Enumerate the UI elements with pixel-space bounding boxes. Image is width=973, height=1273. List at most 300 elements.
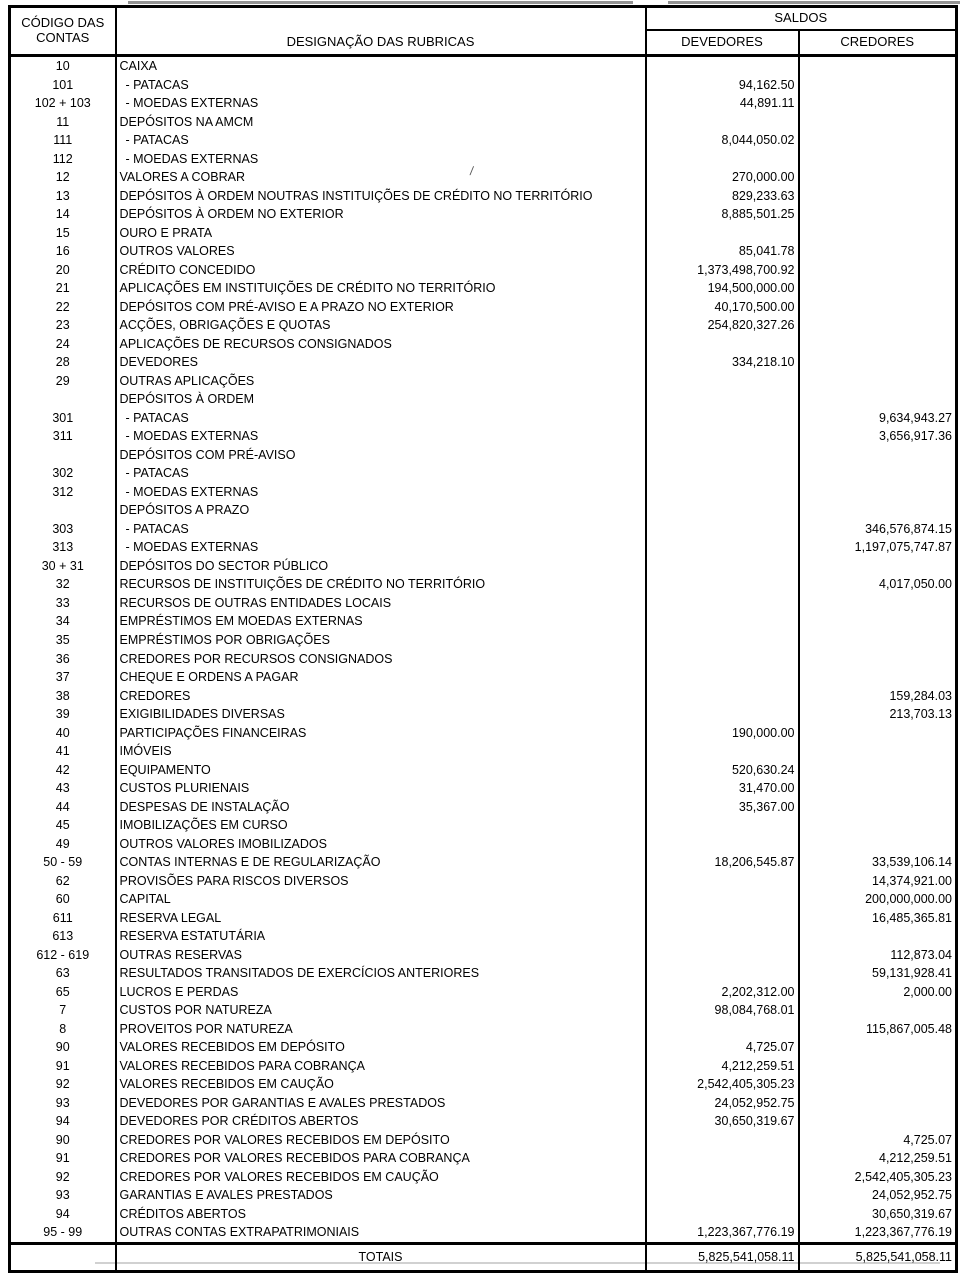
- designation-cell: OUTROS VALORES: [116, 242, 646, 261]
- table-row: [10, 927, 957, 946]
- account-code-cell: 613: [10, 927, 116, 946]
- account-code-cell: 32: [10, 575, 116, 594]
- devedores-cell: 194,500,000.00: [646, 279, 799, 298]
- devedores-cell: [646, 872, 799, 891]
- accounts-balance-table: [8, 5, 958, 1273]
- devedores-cell: [646, 464, 799, 483]
- credores-cell: 115,867,005.48: [866, 1021, 952, 1036]
- header-codigo-line1: CÓDIGO DAS: [21, 15, 105, 31]
- table-row: [10, 612, 957, 631]
- totals-credores: 5,825,541,058.11: [799, 1244, 957, 1272]
- table-row: [10, 853, 957, 872]
- account-code-cell: 611: [10, 909, 116, 928]
- table-row: [10, 1038, 957, 1057]
- devedores-cell: 31,470.00: [646, 779, 799, 798]
- designation-cell: EMPRÉSTIMOS EM MOEDAS EXTERNAS: [116, 612, 646, 631]
- devedores-cell: [646, 687, 799, 706]
- credores-cell: [799, 56, 957, 76]
- credores-cell: 59,131,928.41: [872, 966, 952, 981]
- credores-cell: 16,485,365.81: [872, 910, 952, 925]
- account-code-cell: 65: [10, 983, 116, 1002]
- credores-cell: [799, 761, 957, 780]
- account-code-cell: 42: [10, 761, 116, 780]
- table-row: [10, 1186, 957, 1205]
- table-row: [10, 427, 957, 446]
- account-code-cell: 44: [10, 798, 116, 817]
- credores-cell: [799, 242, 957, 261]
- devedores-cell: 334,218.10: [646, 353, 799, 372]
- designation-cell: OUTRAS RESERVAS: [116, 946, 646, 965]
- account-code-cell: 94: [10, 1112, 116, 1131]
- account-code-cell: 93: [10, 1186, 116, 1205]
- designation-cell: OUTRAS APLICAÇÕES: [116, 372, 646, 391]
- table-row: [10, 501, 957, 520]
- account-code-cell: 92: [10, 1168, 116, 1187]
- devedores-cell: 85,041.78: [646, 242, 799, 261]
- devedores-cell: [646, 1020, 799, 1039]
- table-row: [10, 76, 957, 95]
- designation-cell: - PATACAS: [116, 409, 646, 428]
- credores-cell: [799, 1001, 957, 1020]
- devedores-cell: [646, 816, 799, 835]
- devedores-cell: 40,170,500.00: [646, 298, 799, 317]
- account-code-cell: 301: [10, 409, 116, 428]
- designation-cell: CONTAS INTERNAS E DE REGULARIZAÇÃO: [116, 853, 646, 872]
- table-row: [10, 909, 957, 928]
- designation-cell: - MOEDAS EXTERNAS: [116, 483, 646, 502]
- table-row: [10, 483, 957, 502]
- designation-cell: CRÉDITO CONCEDIDO: [116, 261, 646, 280]
- account-code-cell: 45: [10, 816, 116, 835]
- table-row: [10, 557, 957, 576]
- devedores-cell: [646, 501, 799, 520]
- account-code-cell: 7: [10, 1001, 116, 1020]
- devedores-cell: [646, 409, 799, 428]
- credores-cell: [799, 335, 957, 354]
- devedores-cell: [646, 446, 799, 465]
- table-row: [10, 575, 957, 594]
- devedores-cell: 2,202,312.00: [646, 983, 799, 1002]
- table-row: [10, 261, 957, 280]
- designation-cell: DEPÓSITOS À ORDEM NOUTRAS INSTITUIÇÕES DE CRÉDITO NO TERRITÓRIO: [116, 187, 646, 206]
- credores-cell: [799, 594, 957, 613]
- header-codigo-das-contas: [10, 7, 116, 56]
- devedores-cell: 18,206,545.87: [646, 853, 799, 872]
- scan-artifact-top-right: [668, 1, 960, 4]
- credores-cell: 4,017,050.00: [879, 577, 952, 592]
- devedores-cell: 2,542,405,305.23: [646, 1075, 799, 1094]
- table-row: [10, 1223, 957, 1243]
- devedores-cell: [646, 612, 799, 631]
- table-row: [10, 187, 957, 206]
- account-code-cell: 10: [10, 56, 116, 76]
- devedores-cell: 24,052,952.75: [646, 1094, 799, 1113]
- table-header: [10, 7, 957, 56]
- account-code-cell: 24: [10, 335, 116, 354]
- designation-cell: - PATACAS: [116, 520, 646, 539]
- totals-devedores: 5,825,541,058.11: [646, 1244, 799, 1272]
- table-row: [10, 964, 957, 983]
- table-row: [10, 1205, 957, 1224]
- account-code-cell: 303: [10, 520, 116, 539]
- designation-cell: RESERVA LEGAL: [116, 909, 646, 928]
- devedores-cell: 94,162.50: [646, 76, 799, 95]
- table-row: [10, 1168, 957, 1187]
- account-code-cell: 30 + 31: [10, 557, 116, 576]
- credores-cell: 4,725.07: [903, 1132, 952, 1147]
- table-row: [10, 279, 957, 298]
- credores-cell: [799, 779, 957, 798]
- designation-cell: DEPÓSITOS COM PRÉ-AVISO: [116, 446, 646, 465]
- table-row: [10, 724, 957, 743]
- credores-cell: 33,539,106.14: [872, 855, 952, 870]
- account-code-cell: 29: [10, 372, 116, 391]
- account-code-cell: 33: [10, 594, 116, 613]
- account-code-cell: 13: [10, 187, 116, 206]
- credores-cell: [799, 168, 957, 187]
- designation-cell: CAPITAL: [116, 890, 646, 909]
- account-code-cell: 112: [10, 150, 116, 169]
- designation-cell: CREDORES: [116, 687, 646, 706]
- devedores-cell: [646, 56, 799, 76]
- header-devedores: DEVEDORES: [646, 30, 799, 56]
- credores-cell: [799, 279, 957, 298]
- devedores-cell: [646, 1149, 799, 1168]
- account-code-cell: 612 - 619: [10, 946, 116, 965]
- account-code-cell: 36: [10, 650, 116, 669]
- table-row: [10, 131, 957, 150]
- designation-cell: IMOBILIZAÇÕES EM CURSO: [116, 816, 646, 835]
- table-row: [10, 1112, 957, 1131]
- designation-cell: DEPÓSITOS NA AMCM: [116, 113, 646, 132]
- table-row: [10, 835, 957, 854]
- account-code-cell: 40: [10, 724, 116, 743]
- account-code-cell: 102 + 103: [10, 94, 116, 113]
- devedores-cell: [646, 1186, 799, 1205]
- devedores-cell: 829,233.63: [646, 187, 799, 206]
- account-code-cell: 62: [10, 872, 116, 891]
- account-code-cell: 14: [10, 205, 116, 224]
- table-row: [10, 594, 957, 613]
- designation-cell: PROVEITOS POR NATUREZA: [116, 1020, 646, 1039]
- account-code-cell: 49: [10, 835, 116, 854]
- credores-cell: 2,000.00: [903, 984, 952, 999]
- account-code-cell: 50 - 59: [10, 853, 116, 872]
- account-code-cell: 37: [10, 668, 116, 687]
- table-row: [10, 798, 957, 817]
- designation-cell: CUSTOS POR NATUREZA: [116, 1001, 646, 1020]
- account-code-cell: 90: [10, 1038, 116, 1057]
- scan-artifact-slash: /: [469, 164, 475, 178]
- credores-cell: [799, 446, 957, 465]
- credores-cell: [799, 798, 957, 817]
- table-row: [10, 779, 957, 798]
- designation-cell: CREDORES POR VALORES RECEBIDOS EM DEPÓSITO: [116, 1131, 646, 1150]
- credores-cell: 346,576,874.15: [865, 521, 952, 536]
- credores-cell: [799, 150, 957, 169]
- devedores-cell: 30,650,319.67: [646, 1112, 799, 1131]
- table-row: [10, 409, 957, 428]
- account-code-cell: 94: [10, 1205, 116, 1224]
- account-code-cell: 91: [10, 1057, 116, 1076]
- account-code-cell: 302: [10, 464, 116, 483]
- devedores-cell: [646, 150, 799, 169]
- table-row: [10, 872, 957, 891]
- devedores-cell: 4,212,259.51: [646, 1057, 799, 1076]
- account-code-cell: 60: [10, 890, 116, 909]
- designation-cell: RECURSOS DE INSTITUIÇÕES DE CRÉDITO NO TERRITÓRIO: [116, 575, 646, 594]
- totals-label: TOTAIS: [116, 1244, 646, 1272]
- credores-cell: [799, 483, 957, 502]
- credores-cell: 14,374,921.00: [872, 873, 952, 888]
- credores-cell: 3,656,917.36: [879, 429, 952, 444]
- credores-cell: [799, 464, 957, 483]
- table-row: [10, 1057, 957, 1076]
- credores-cell: 213,703.13: [889, 707, 952, 722]
- table-row: [10, 372, 957, 391]
- credores-cell: [799, 557, 957, 576]
- credores-cell: [799, 94, 957, 113]
- designation-cell: OURO E PRATA: [116, 224, 646, 243]
- credores-cell: [799, 390, 957, 409]
- table-row: [10, 316, 957, 335]
- devedores-cell: 520,630.24: [646, 761, 799, 780]
- credores-cell: [799, 187, 957, 206]
- account-code-cell: 11: [10, 113, 116, 132]
- credores-cell: 30,650,319.67: [872, 1206, 952, 1221]
- table-row: [10, 94, 957, 113]
- header-credores: CREDORES: [799, 30, 957, 56]
- table-row: [10, 298, 957, 317]
- account-code-cell: 16: [10, 242, 116, 261]
- table-row: [10, 520, 957, 539]
- credores-cell: [799, 298, 957, 317]
- totals-row: [10, 1244, 957, 1272]
- designation-cell: VALORES RECEBIDOS EM CAUÇÃO: [116, 1075, 646, 1094]
- account-code-cell: [10, 501, 116, 520]
- devedores-cell: [646, 575, 799, 594]
- credores-cell: [799, 835, 957, 854]
- header-saldos: SALDOS: [646, 7, 957, 31]
- table-row: [10, 1149, 957, 1168]
- account-code-cell: 312: [10, 483, 116, 502]
- credores-cell: 24,052,952.75: [872, 1188, 952, 1203]
- designation-cell: DEPÓSITOS COM PRÉ-AVISO E A PRAZO NO EXTERIOR: [116, 298, 646, 317]
- designation-cell: EQUIPAMENTO: [116, 761, 646, 780]
- account-code-cell: 22: [10, 298, 116, 317]
- account-code-cell: [10, 446, 116, 465]
- devedores-cell: 4,725.07: [646, 1038, 799, 1057]
- table-row: [10, 113, 957, 132]
- designation-cell: APLICAÇÕES DE RECURSOS CONSIGNADOS: [116, 335, 646, 354]
- designation-cell: PROVISÕES PARA RISCOS DIVERSOS: [116, 872, 646, 891]
- designation-cell: VALORES A COBRAR: [116, 168, 646, 187]
- designation-cell: - PATACAS: [116, 464, 646, 483]
- credores-cell: [799, 1094, 957, 1113]
- account-code-cell: 95 - 99: [10, 1223, 116, 1243]
- table-row: [10, 631, 957, 650]
- table-row: [10, 705, 957, 724]
- account-code-cell: 15: [10, 224, 116, 243]
- devedores-cell: [646, 224, 799, 243]
- devedores-cell: [646, 557, 799, 576]
- header-codigo-line2: CONTAS: [36, 30, 90, 45]
- account-code-cell: 311: [10, 427, 116, 446]
- designation-cell: DEVEDORES POR GARANTIAS E AVALES PRESTADOS: [116, 1094, 646, 1113]
- account-code-cell: 41: [10, 742, 116, 761]
- account-code-cell: 12: [10, 168, 116, 187]
- devedores-cell: 44,891.11: [646, 94, 799, 113]
- devedores-cell: [646, 520, 799, 539]
- account-code-cell: 91: [10, 1149, 116, 1168]
- table-row: [10, 668, 957, 687]
- table-row: [10, 464, 957, 483]
- devedores-cell: [646, 631, 799, 650]
- table-row: [10, 242, 957, 261]
- credores-cell: [799, 1057, 957, 1076]
- designation-cell: GARANTIAS E AVALES PRESTADOS: [116, 1186, 646, 1205]
- table-row: [10, 650, 957, 669]
- account-code-cell: 21: [10, 279, 116, 298]
- account-code-cell: 34: [10, 612, 116, 631]
- devedores-cell: [646, 427, 799, 446]
- devedores-cell: [646, 705, 799, 724]
- credores-cell: [799, 631, 957, 650]
- devedores-cell: [646, 742, 799, 761]
- designation-cell: VALORES RECEBIDOS PARA COBRANÇA: [116, 1057, 646, 1076]
- credores-cell: [799, 76, 957, 95]
- devedores-cell: [646, 1205, 799, 1224]
- table-row: [10, 446, 957, 465]
- devedores-cell: [646, 594, 799, 613]
- designation-cell: DEPÓSITOS À ORDEM: [116, 390, 646, 409]
- designation-cell: - MOEDAS EXTERNAS: [116, 538, 646, 557]
- credores-cell: 159,284.03: [889, 688, 952, 703]
- table-row: [10, 168, 957, 187]
- credores-cell: 4,212,259.51: [879, 1151, 952, 1166]
- devedores-cell: [646, 335, 799, 354]
- devedores-cell: [646, 650, 799, 669]
- table-footer: [10, 1244, 957, 1272]
- account-code-cell: 23: [10, 316, 116, 335]
- devedores-cell: [646, 927, 799, 946]
- table-row: [10, 1001, 957, 1020]
- header-designacao: DESIGNAÇÃO DAS RUBRICAS: [116, 7, 646, 56]
- designation-cell: CRÉDITOS ABERTOS: [116, 1205, 646, 1224]
- table-row: [10, 687, 957, 706]
- credores-cell: [799, 316, 957, 335]
- credores-cell: 1,223,367,776.19: [854, 1225, 952, 1240]
- devedores-cell: [646, 483, 799, 502]
- account-code-cell: 28: [10, 353, 116, 372]
- account-code-cell: 63: [10, 964, 116, 983]
- designation-cell: OUTRAS CONTAS EXTRAPATRIMONIAIS: [116, 1223, 646, 1243]
- credores-cell: [799, 668, 957, 687]
- designation-cell: - PATACAS: [116, 131, 646, 150]
- table-row: [10, 205, 957, 224]
- devedores-cell: [646, 946, 799, 965]
- devedores-cell: [646, 538, 799, 557]
- devedores-cell: 8,885,501.25: [646, 205, 799, 224]
- table-row: [10, 1131, 957, 1150]
- designation-cell: RECURSOS DE OUTRAS ENTIDADES LOCAIS: [116, 594, 646, 613]
- account-code-cell: 313: [10, 538, 116, 557]
- table-row: [10, 56, 957, 76]
- devedores-cell: [646, 1131, 799, 1150]
- credores-cell: [799, 353, 957, 372]
- table-row: [10, 761, 957, 780]
- designation-cell: DEPÓSITOS DO SECTOR PÚBLICO: [116, 557, 646, 576]
- account-code-cell: 35: [10, 631, 116, 650]
- designation-cell: DEPÓSITOS À ORDEM NO EXTERIOR: [116, 205, 646, 224]
- table-body: [10, 56, 957, 1244]
- account-code-cell: 43: [10, 779, 116, 798]
- table-row: [10, 742, 957, 761]
- credores-cell: [799, 261, 957, 280]
- account-code-cell: 92: [10, 1075, 116, 1094]
- table-row: [10, 353, 957, 372]
- designation-cell: RESULTADOS TRANSITADOS DE EXERCÍCIOS ANTERIORES: [116, 964, 646, 983]
- credores-cell: [799, 612, 957, 631]
- table-row: [10, 390, 957, 409]
- designation-cell: LUCROS E PERDAS: [116, 983, 646, 1002]
- credores-cell: [799, 1038, 957, 1057]
- designation-cell: EXIGIBILIDADES DIVERSAS: [116, 705, 646, 724]
- devedores-cell: [646, 1168, 799, 1187]
- devedores-cell: 254,820,327.26: [646, 316, 799, 335]
- designation-cell: APLICAÇÕES EM INSTITUIÇÕES DE CRÉDITO NO TERRITÓRIO: [116, 279, 646, 298]
- account-code-cell: 101: [10, 76, 116, 95]
- table-row: [10, 1020, 957, 1039]
- designation-cell: CREDORES POR VALORES RECEBIDOS EM CAUÇÃO: [116, 1168, 646, 1187]
- table-row: [10, 1075, 957, 1094]
- account-code-cell: 8: [10, 1020, 116, 1039]
- designation-cell: VALORES RECEBIDOS EM DEPÓSITO: [116, 1038, 646, 1057]
- designation-cell: - MOEDAS EXTERNAS: [116, 150, 646, 169]
- designation-cell: ACÇÕES, OBRIGAÇÕES E QUOTAS: [116, 316, 646, 335]
- credores-cell: [799, 742, 957, 761]
- designation-cell: DEPÓSITOS A PRAZO: [116, 501, 646, 520]
- credores-cell: 2,542,405,305.23: [854, 1169, 952, 1184]
- table-row: [10, 150, 957, 169]
- designation-cell: CUSTOS PLURIENAIS: [116, 779, 646, 798]
- devedores-cell: [646, 835, 799, 854]
- designation-cell: EMPRÉSTIMOS POR OBRIGAÇÕES: [116, 631, 646, 650]
- table-row: [10, 224, 957, 243]
- devedores-cell: 190,000.00: [646, 724, 799, 743]
- designation-cell: - MOEDAS EXTERNAS: [116, 427, 646, 446]
- devedores-cell: [646, 390, 799, 409]
- account-code-cell: 39: [10, 705, 116, 724]
- credores-cell: [799, 724, 957, 743]
- designation-cell: - PATACAS: [116, 76, 646, 95]
- devedores-cell: 35,367.00: [646, 798, 799, 817]
- credores-cell: [799, 1112, 957, 1131]
- totals-code-cell: [10, 1244, 116, 1272]
- credores-cell: [799, 113, 957, 132]
- designation-cell: PARTICIPAÇÕES FINANCEIRAS: [116, 724, 646, 743]
- account-code-cell: 20: [10, 261, 116, 280]
- table-row: [10, 335, 957, 354]
- credores-cell: [799, 650, 957, 669]
- devedores-cell: [646, 372, 799, 391]
- scan-artifact-top-left: [128, 1, 633, 4]
- credores-cell: [799, 1075, 957, 1094]
- table-row: [10, 946, 957, 965]
- designation-cell: CAIXA: [116, 56, 646, 76]
- devedores-cell: 270,000.00: [646, 168, 799, 187]
- devedores-cell: [646, 964, 799, 983]
